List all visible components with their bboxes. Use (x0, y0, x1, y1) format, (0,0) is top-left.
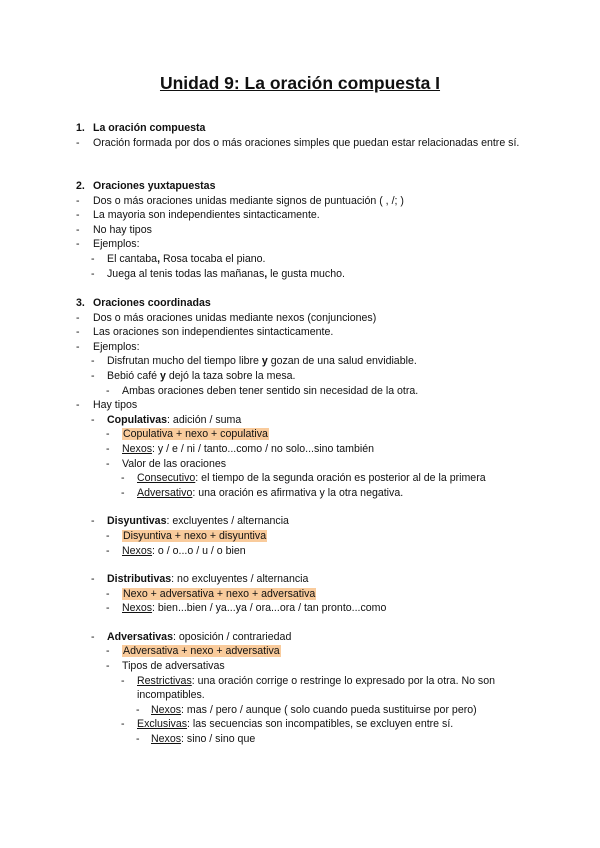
list-item: - Ejemplos: (76, 238, 140, 251)
bullet-dash: - (106, 544, 110, 557)
list-item: - Adversativo: una oración es afirmativa y la otra negativa. (121, 486, 404, 499)
bullet-dash: - (91, 252, 95, 265)
bullet-dash: - (76, 136, 80, 149)
bullet-dash: - (91, 630, 95, 643)
section-title: Oraciones yuxtapuestas (93, 180, 216, 192)
bullet-dash: - (136, 733, 140, 746)
example-item: - El cantaba, Rosa tocaba el piano. (91, 252, 266, 265)
section-yuxtapuestas (0, 179, 600, 281)
bullet-dash: - (76, 209, 80, 222)
bullet-dash: - (106, 529, 110, 542)
list-item: - Dos o más oraciones unidas mediante nexos (conjunciones) (76, 311, 377, 324)
type-distributivas: - Distributivas: no excluyentes / alternancia (91, 573, 309, 586)
list-item: - Valor de las oraciones (106, 457, 227, 470)
section-number: 1. (76, 122, 85, 134)
bullet-dash: - (91, 267, 95, 280)
section-heading (0, 296, 600, 311)
bullet-dash: - (106, 442, 110, 455)
section-number: 2. (76, 180, 85, 192)
bullet-dash: - (121, 486, 125, 499)
list-item: - La mayoria son independientes sintacticamente. (76, 209, 320, 222)
list-item: - Dos o más oraciones unidas mediante signos de puntuación ( , /; ) (76, 194, 404, 207)
bullet-dash: - (106, 428, 110, 441)
bullet-dash: - (106, 645, 110, 658)
bullet-dash: - (91, 413, 95, 426)
list-item: - Oración formada por dos o más oraciones simples que puedan estar relacionadas entre sí. (76, 136, 520, 149)
section-title: Oraciones coordinadas (93, 297, 211, 309)
bullet-dash: - (76, 326, 80, 339)
bullet-dash: - (121, 472, 125, 485)
bullet-dash: - (91, 369, 95, 382)
list-item: - Restrictivas: una oración corrige o restringe lo expresado por la otra. No son incompatibles. (121, 674, 496, 702)
nexos-item: - Nexos: y / e / ni / tanto...como / no solo...sino también (106, 442, 375, 455)
formula (0, 587, 600, 602)
formula (0, 644, 600, 659)
bullet-dash: - (76, 340, 80, 353)
example-item: - Disfrutan mucho del tiempo libre y gozan de una salud envidiable. (91, 355, 417, 368)
type-disyuntivas: - Disyuntivas: excluyentes / alternancia (91, 515, 289, 528)
list-item: - Ejemplos: (76, 340, 140, 353)
bullet-dash: - (106, 587, 110, 600)
list-item: - Tipos de adversativas (106, 660, 225, 673)
bullet-dash: - (121, 674, 125, 687)
nexos-item: - Nexos: mas / pero / aunque ( solo cuando pueda sustituirse por pero) (136, 703, 477, 716)
section-oracion-compuesta (0, 121, 600, 150)
list-item: - Las oraciones son independientes sintacticamente. (76, 326, 334, 339)
nexos-item: - Nexos: o / o...o / u / o bien (106, 544, 246, 557)
list-item: - Consecutivo: el tiempo de la segunda oración es posterior al de la primera (121, 472, 486, 485)
bullet-dash: - (76, 194, 80, 207)
example-item: - Bebió café y dejó la taza sobre la mesa. (91, 369, 296, 382)
formula (0, 529, 600, 544)
highlighted-formula: Copulativa + nexo + copulativa (123, 428, 268, 441)
nexos-item: - Nexos: sino / sino que (136, 733, 256, 746)
section-coordinadas (0, 296, 600, 747)
list-item: - Hay tipos (76, 399, 138, 412)
bullet-dash: - (76, 399, 80, 412)
bullet-dash: - (91, 573, 95, 586)
highlighted-formula: Disyuntiva + nexo + disyuntiva (123, 529, 267, 542)
page-title: Unidad 9: La oración compuesta I (159, 73, 441, 93)
bullet-dash: - (136, 703, 140, 716)
example-note: - Ambas oraciones deben tener sentido sin necesidad de la otra. (106, 384, 419, 397)
bullet-dash: - (106, 384, 110, 397)
nexos-item: - Nexos: bien...bien / ya...ya / ora...ora / tan pronto...como (106, 602, 387, 615)
bullet-dash: - (91, 515, 95, 528)
highlighted-formula: Nexo + adversativa + nexo + adversativa (123, 587, 316, 600)
section-title: La oración compuesta (93, 122, 206, 134)
bullet-dash: - (91, 355, 95, 368)
bullet-dash: - (106, 660, 110, 673)
list-item: - No hay tipos (76, 223, 152, 236)
bullet-dash: - (76, 238, 80, 251)
type-copulativas: - Copulativas: adición / suma (91, 413, 242, 426)
bullet-dash: - (106, 602, 110, 615)
bullet-dash: - (76, 311, 80, 324)
bullet-dash: - (106, 457, 110, 470)
example-item: - Juega al tenis todas las mañanas, le gusta mucho. (91, 267, 345, 280)
bullet-dash: - (121, 718, 125, 731)
highlighted-formula: Adversativa + nexo + adversativa (123, 645, 280, 658)
section-heading (0, 179, 600, 194)
section-heading (0, 121, 600, 136)
type-adversativas: - Adversativas: oposición / contrariedad (91, 630, 292, 643)
list-item: - Exclusivas: las secuencias son incompatibles, se excluyen entre sí. (121, 718, 454, 731)
bullet-dash: - (76, 223, 80, 236)
section-number: 3. (76, 297, 85, 309)
formula (0, 427, 600, 442)
